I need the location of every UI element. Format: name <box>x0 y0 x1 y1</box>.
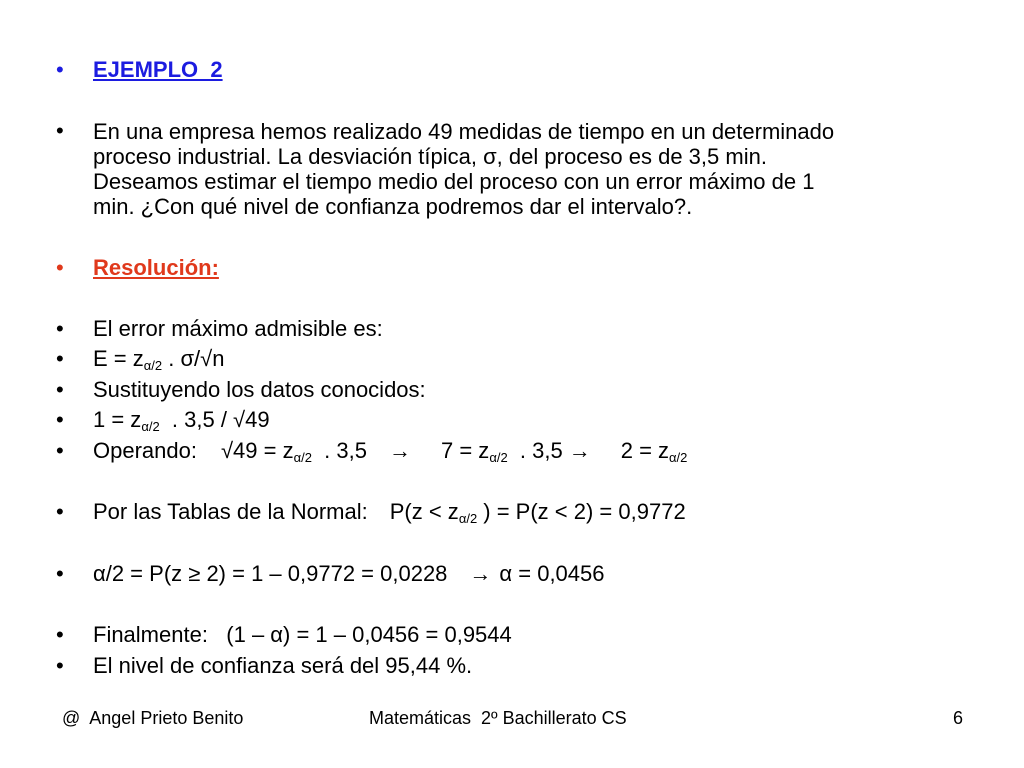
operating-part3-left: 2 = z <box>620 438 670 463</box>
operating-part2-left: 7 = z <box>441 438 490 463</box>
operating-sub: α/2 <box>293 450 312 465</box>
operating-label: Operando: <box>93 438 197 463</box>
tables-right: ) = P(z < 2) = 0,9772 <box>477 499 686 524</box>
tables-formula <box>93 500 686 524</box>
problem-text <box>93 119 834 219</box>
footer-page-number: 6 <box>953 708 964 728</box>
operating-part2-right: . 3,5 <box>507 438 563 463</box>
error-formula <box>93 347 224 371</box>
formula-sub: α/2 <box>143 358 163 373</box>
operating-part1-left: √49 = z <box>220 438 294 463</box>
footer-author: @ Angel Prieto Benito <box>62 708 244 728</box>
operating-sub: α/2 <box>489 450 508 465</box>
footer-course: Matemáticas 2º Bachillerato CS <box>369 708 627 728</box>
arrow-icon: → <box>469 561 492 586</box>
resolution-heading: Resolución: <box>93 255 219 280</box>
finally-text: Finalmente: (1 – α) = 1 – 0,0456 = 0,9544 <box>93 622 512 647</box>
bullet: • <box>56 407 64 432</box>
substituted-formula <box>93 408 270 432</box>
bullet: • <box>56 438 64 463</box>
arrow-icon: → <box>568 438 591 463</box>
bullet: • <box>56 653 64 678</box>
problem-line: Deseamos estimar el tiempo medio del proceso con un error máximo de 1 <box>93 169 815 194</box>
tables-label: Por las Tablas de la Normal: <box>93 499 368 524</box>
tables-left: P(z < z <box>389 499 459 524</box>
formula-right: . σ/√n <box>162 346 225 371</box>
bullet: • <box>56 57 64 82</box>
bullet: • <box>56 622 64 647</box>
bullet: • <box>56 118 64 143</box>
formula-left: E = z <box>93 346 144 371</box>
arrow-icon: → <box>389 438 411 463</box>
operating-sub: α/2 <box>669 450 688 465</box>
substituted-right: . 3,5 / √49 <box>159 407 270 432</box>
bullet: • <box>56 499 64 524</box>
substitute-label: Sustituyendo los datos conocidos: <box>93 377 426 402</box>
bullet: • <box>56 561 64 586</box>
bullet: • <box>56 255 64 280</box>
bullet: • <box>56 377 64 402</box>
operating-formula <box>93 439 687 463</box>
operating-part1-right: . 3,5 <box>311 438 367 463</box>
problem-line: proceso industrial. La desviación típica, σ, del proceso es de 3,5 min. <box>93 144 767 169</box>
tables-sub: α/2 <box>458 511 478 526</box>
alpha-half-right: α = 0,0456 <box>499 561 605 586</box>
bullet: • <box>56 346 64 371</box>
bullet: • <box>56 316 64 341</box>
substituted-sub: α/2 <box>141 419 160 434</box>
problem-line: En una empresa hemos realizado 49 medidas de tiempo en un determinado <box>93 119 835 144</box>
confidence-text: El nivel de confianza será del 95,44 %. <box>93 653 473 678</box>
error-label: El error máximo admisible es: <box>93 316 383 341</box>
alpha-half-formula <box>93 562 605 586</box>
problem-line: min. ¿Con qué nivel de confianza podremos dar el intervalo?. <box>93 194 693 219</box>
substituted-left: 1 = z <box>93 407 142 432</box>
alpha-half-left: α/2 = P(z ≥ 2) = 1 – 0,9772 = 0,0228 <box>93 561 448 586</box>
example-heading: EJEMPLO 2 <box>93 57 223 82</box>
